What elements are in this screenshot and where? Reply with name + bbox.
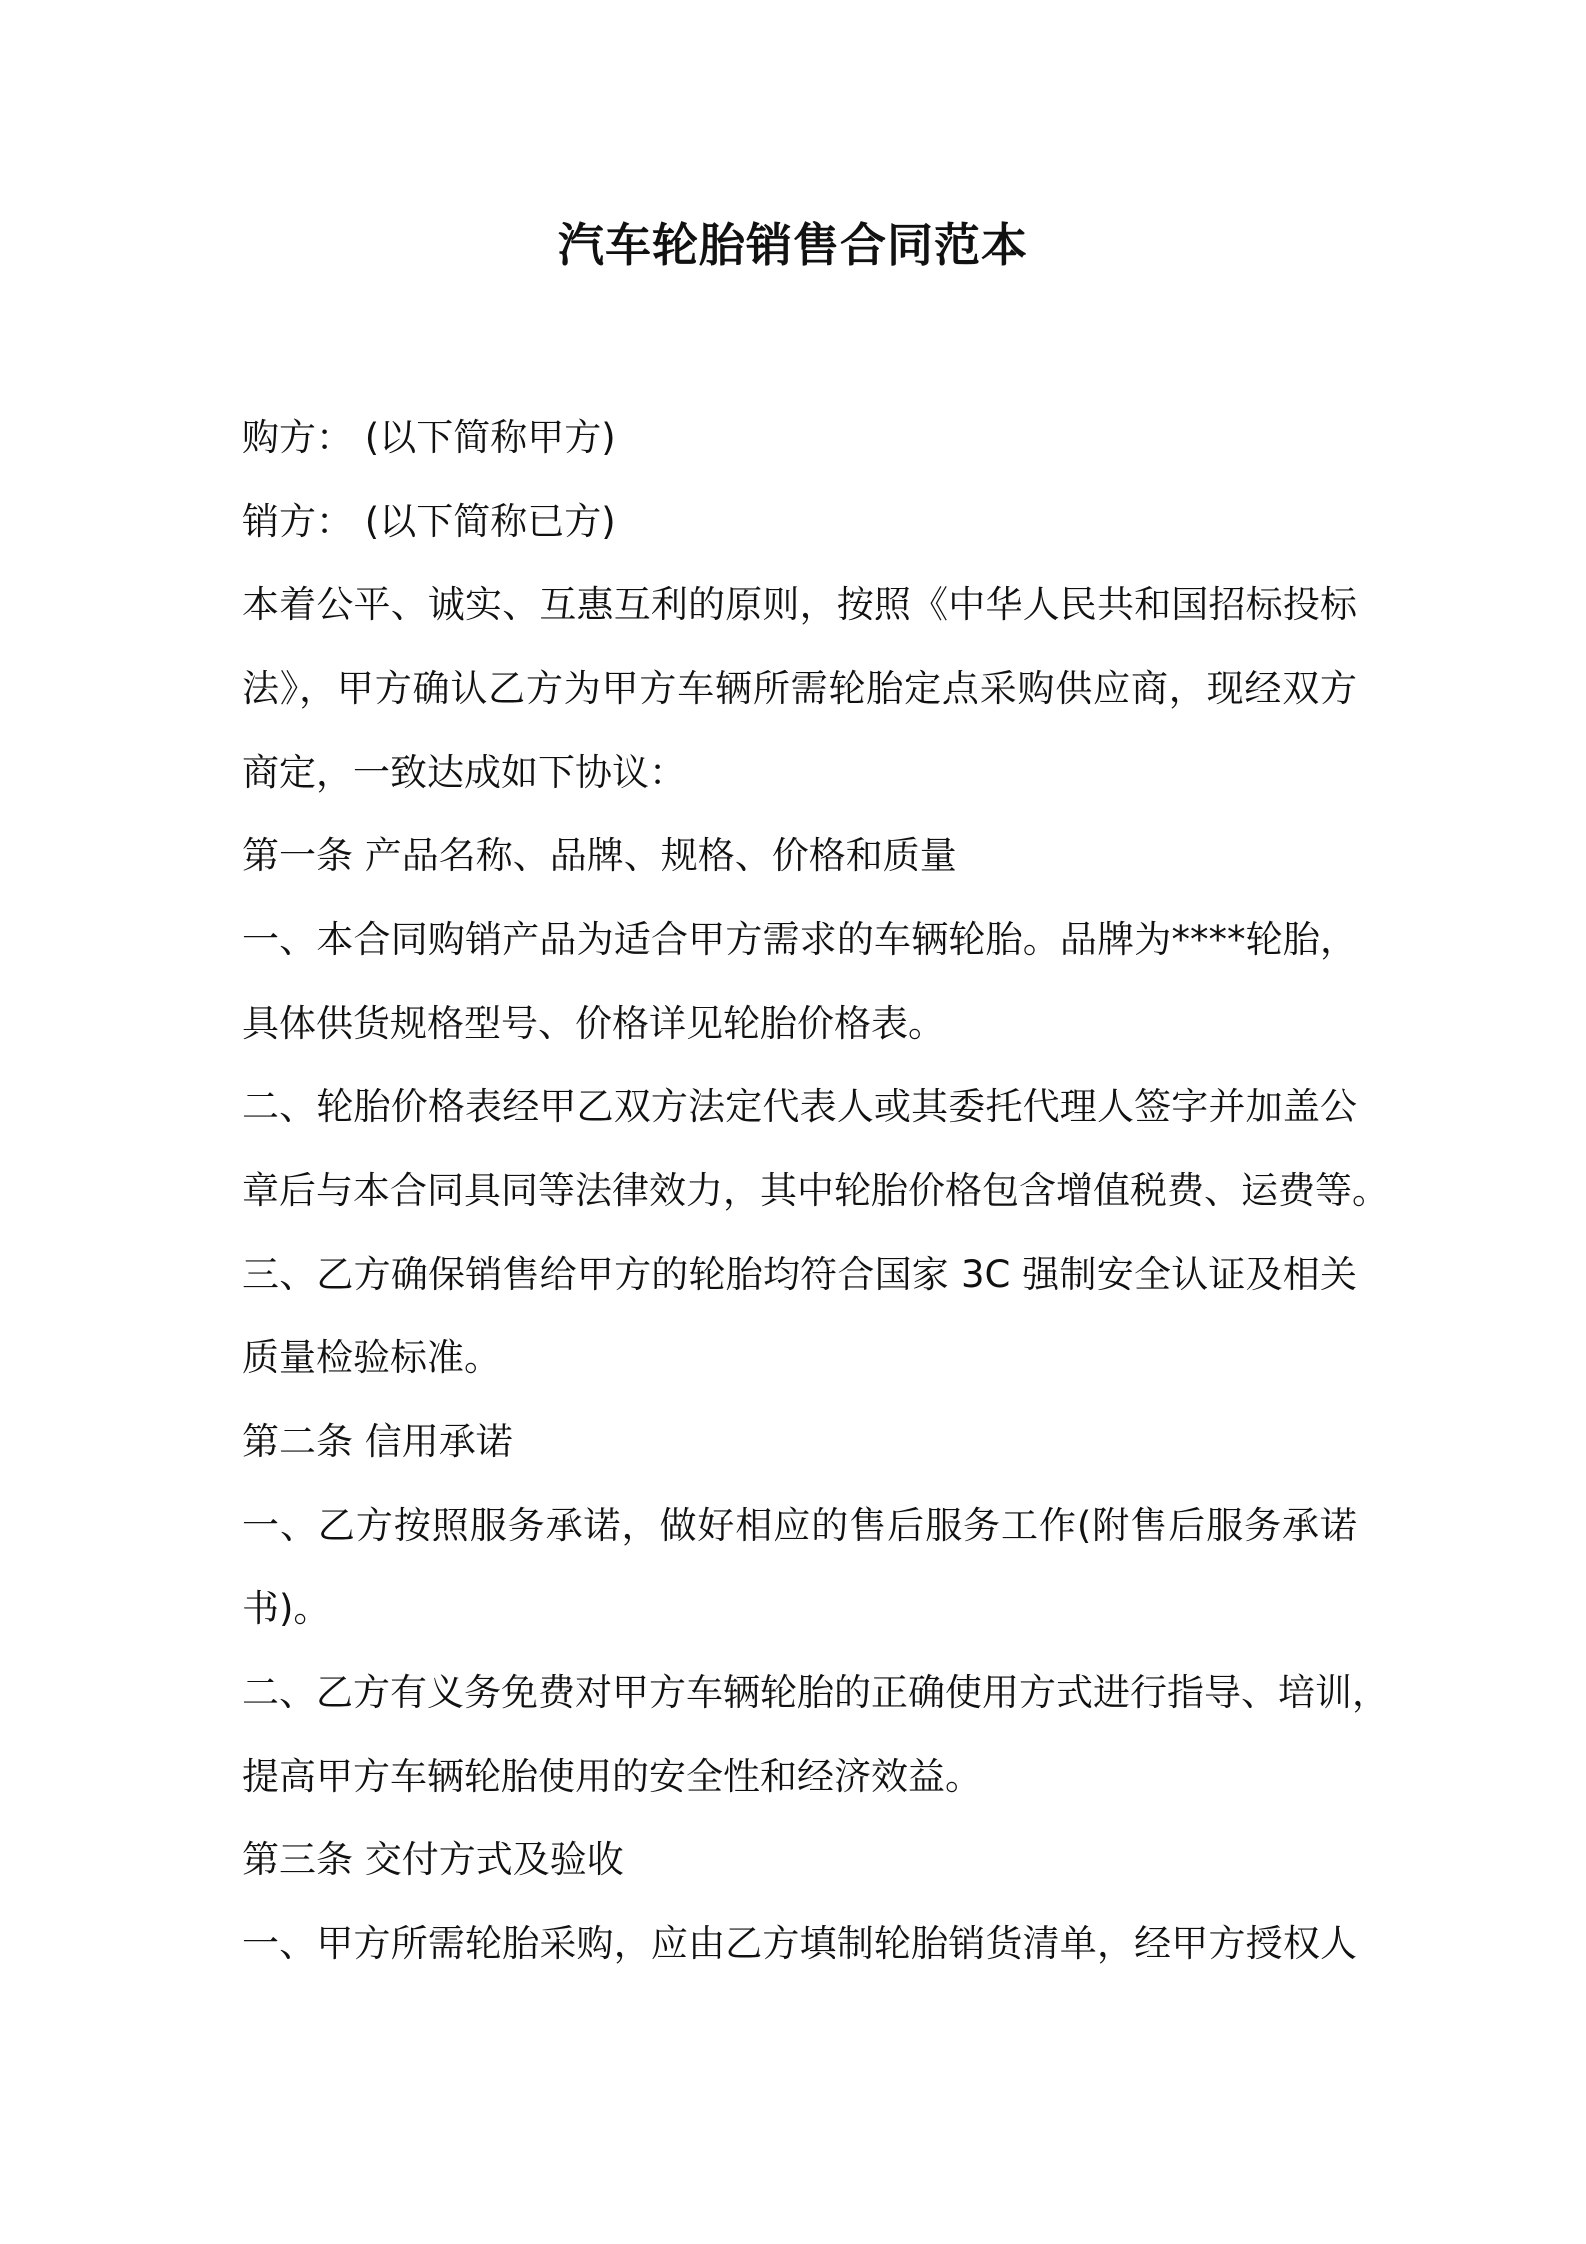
body-line: 书)。 <box>242 1587 331 1630</box>
body-line: 二、轮胎价格表经甲乙双方法定代表人或其委托代理人签字并加盖公 <box>242 1085 1357 1128</box>
body-line: 商定，一致达成如下协议： <box>242 751 686 794</box>
body-line: 一、乙方按照服务承诺，做好相应的售后服务工作(附售后服务承诺 <box>242 1504 1357 1547</box>
seller-line: 销方： (以下简称已方) <box>242 500 616 543</box>
document-title: 汽车轮胎销售合同范本 <box>558 218 1028 272</box>
body-line: 三、乙方确保销售给甲方的轮胎均符合国家 3C 强制安全认证及相关 <box>242 1253 1357 1296</box>
body-line: 二、乙方有义务免费对甲方车辆轮胎的正确使用方式进行指导、培训， <box>242 1671 1389 1714</box>
body-line: 一、本合同购销产品为适合甲方需求的车辆轮胎。品牌为****轮胎， <box>242 918 1357 961</box>
body-line: 质量检验标准。 <box>242 1336 501 1379</box>
article-heading: 第二条 信用承诺 <box>242 1420 513 1463</box>
body-line: 本着公平、诚实、互惠互利的原则，按照《中华人民共和国招标投标 <box>242 583 1357 626</box>
body-line: 章后与本合同具同等法律效力，其中轮胎价格包含增值税费、运费等。 <box>242 1169 1389 1212</box>
article-heading: 第三条 交付方式及验收 <box>242 1838 624 1881</box>
body-line: 法》，甲方确认乙方为甲方车辆所需轮胎定点采购供应商，现经双方 <box>242 667 1357 710</box>
body-line: 一、甲方所需轮胎采购，应由乙方填制轮胎销货清单，经甲方授权人 <box>242 1922 1357 1965</box>
body-line: 提高甲方车辆轮胎使用的安全性和经济效益。 <box>242 1755 982 1798</box>
buyer-line: 购方： (以下简称甲方) <box>242 416 616 459</box>
body-line: 具体供货规格型号、价格详见轮胎价格表。 <box>242 1002 945 1045</box>
article-heading: 第一条 产品名称、品牌、规格、价格和质量 <box>242 834 957 877</box>
